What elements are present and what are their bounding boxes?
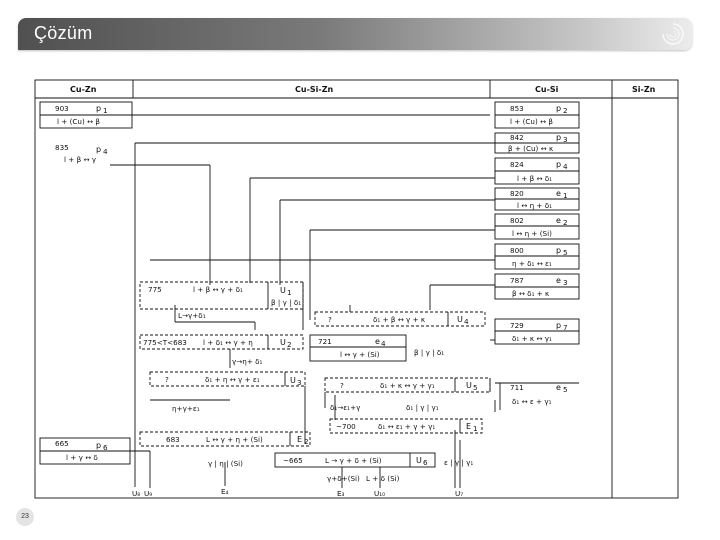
cusi-p2-sub: 2 bbox=[563, 106, 568, 115]
cuzn-p4-temp: 835 bbox=[55, 143, 69, 152]
bottom-e3: E₃ bbox=[337, 489, 345, 498]
cusi-p4-label: p bbox=[556, 160, 562, 169]
eta-eps-label: η+γ+ε₁ bbox=[172, 404, 200, 413]
header-cu-si-zn: Cu-Si-Zn bbox=[295, 85, 334, 94]
cusi-p4-temp: 824 bbox=[510, 160, 524, 169]
u3-sub: 3 bbox=[297, 378, 302, 387]
cusi-p7-sub: 7 bbox=[563, 323, 568, 332]
cusi-p2-label: p bbox=[556, 104, 562, 113]
e1-sub: 1 bbox=[473, 424, 478, 433]
header-si-zn: Si-Zn bbox=[632, 85, 656, 94]
l-gd-label: L→γ+δ₁ bbox=[178, 311, 206, 320]
u5-code: U bbox=[466, 381, 472, 390]
cusi-p3-sub: 3 bbox=[563, 135, 568, 144]
u6-sub: 6 bbox=[423, 458, 428, 467]
cusi-e1-reaction: l ↔ η + δ₁ bbox=[517, 201, 553, 210]
cusi-p5-reaction: η + δ₁ ↔ ε₁ bbox=[512, 259, 552, 268]
cusi-p5-label: p bbox=[556, 246, 562, 255]
u3-reaction: δ₁ + η ↔ γ + ε₁ bbox=[205, 375, 260, 384]
d-eps-label: δ₁→ε₁+γ bbox=[330, 403, 361, 412]
cusi-p2-temp: 853 bbox=[510, 104, 524, 113]
u5-reaction: δ₁ + κ ↔ γ + γ₁ bbox=[380, 381, 435, 390]
cusi-p7-temp: 729 bbox=[510, 321, 524, 330]
cusi-e3-label: e bbox=[556, 276, 561, 285]
e4-label: e bbox=[375, 337, 380, 346]
e2-reaction: L ↔ γ + η + (Si) bbox=[206, 435, 263, 444]
gamma-eta-label: γ→η+ δ₁ bbox=[232, 357, 263, 366]
cuzn-p4-label: p bbox=[96, 145, 102, 154]
cuzn-p1-temp: 903 bbox=[55, 104, 69, 113]
cusi-e2-label: e bbox=[556, 216, 561, 225]
u5-temp: ? bbox=[340, 381, 344, 390]
cusi-e5-sub: 5 bbox=[563, 385, 568, 394]
e2-code: E bbox=[297, 435, 303, 444]
page-number: 23 bbox=[16, 508, 34, 526]
u1-sub: 1 bbox=[287, 288, 292, 297]
cuzn-p6-reaction: l + γ ↔ δ bbox=[66, 453, 98, 462]
u2-temp: 775<T<683 bbox=[143, 338, 187, 347]
l-d-si-label: L + δ (Si) bbox=[366, 474, 400, 483]
cusi-p4-reaction: l + β ↔ δ₁ bbox=[517, 174, 553, 183]
u1-reaction: l + β ↔ γ + δ₁ bbox=[193, 285, 243, 294]
cuzn-p1-reaction: l + (Cu) ↔ β bbox=[57, 117, 100, 126]
e1-temp: ~700 bbox=[336, 422, 356, 431]
cuzn-p4-reaction: l + β ↔ γ bbox=[64, 155, 97, 164]
cusi-e2-sub: 2 bbox=[563, 218, 568, 227]
cuzn-p6-sub: 6 bbox=[103, 443, 108, 452]
u4-code: U bbox=[457, 315, 463, 324]
bottom-u7: U₇ bbox=[455, 489, 464, 498]
u1-code: U bbox=[280, 286, 286, 295]
bottom-u9: U₉ bbox=[144, 489, 153, 498]
e2-temp: 683 bbox=[166, 435, 180, 444]
u3-code: U bbox=[290, 376, 296, 385]
cuzn-p6-temp: 665 bbox=[55, 439, 69, 448]
e4-sub: 4 bbox=[381, 339, 386, 348]
e1-code: E bbox=[466, 422, 472, 431]
u6-temp: ~665 bbox=[283, 456, 303, 465]
cusi-e2-temp: 802 bbox=[510, 216, 524, 225]
e1-reaction: δ₁ ↔ ε₁ + γ + γ₁ bbox=[378, 422, 436, 431]
cusi-p7-reaction: δ₁ + κ ↔ γ₁ bbox=[512, 334, 552, 343]
cuzn-p1-label: p bbox=[96, 104, 102, 113]
cusi-e1-label: e bbox=[556, 189, 561, 198]
e4-phases: β | γ | δ₁ bbox=[414, 348, 445, 357]
u1-temp: 775 bbox=[148, 285, 162, 294]
u3-temp: ? bbox=[165, 375, 169, 384]
cusi-e1-sub: 1 bbox=[563, 191, 568, 200]
e4-reaction: l ↔ γ + (Si) bbox=[340, 350, 380, 359]
cusi-p3-reaction: β + (Cu) ↔ κ bbox=[508, 144, 554, 153]
u2-code: U bbox=[280, 338, 286, 347]
u1-phases: β | γ | δ₁ bbox=[271, 298, 302, 307]
u4-sub: 4 bbox=[464, 317, 469, 326]
u6-reaction: L → γ + δ + (Si) bbox=[325, 456, 382, 465]
cusi-e3-temp: 787 bbox=[510, 276, 524, 285]
u4-temp: ? bbox=[328, 315, 332, 324]
u2-sub: 2 bbox=[287, 340, 292, 349]
u5-sub: 5 bbox=[473, 383, 478, 392]
e2-sub: 2 bbox=[304, 437, 309, 446]
cusi-e5-reaction: δ₁ ↔ ε + γ₁ bbox=[512, 397, 552, 406]
cuzn-p1-sub: 1 bbox=[103, 106, 108, 115]
cusi-e5-label: e bbox=[556, 383, 561, 392]
cusi-p5-temp: 800 bbox=[510, 246, 524, 255]
cusi-e2-reaction: l ↔ η + (Si) bbox=[512, 229, 552, 238]
bottom-e4: E₄ bbox=[221, 487, 229, 496]
u2-reaction: l + δ₁ ↔ γ + η bbox=[203, 338, 253, 347]
cusi-p3-label: p bbox=[556, 133, 562, 142]
gh-si-label: γ | η | (Si) bbox=[208, 459, 243, 468]
cusi-p3-temp: 842 bbox=[510, 133, 524, 142]
d-phases: δ₁ | γ | γ₁ bbox=[406, 403, 439, 412]
e4-temp: 721 bbox=[318, 337, 332, 346]
cuzn-p4-sub: 4 bbox=[103, 147, 108, 156]
u6-code: U bbox=[416, 456, 422, 465]
cusi-e5-temp: 711 bbox=[510, 383, 524, 392]
cusi-p2-reaction: l + (Cu) ↔ β bbox=[510, 117, 553, 126]
cusi-p4-sub: 4 bbox=[563, 162, 568, 171]
gd-si-label: γ+δ+(Si) bbox=[327, 474, 360, 483]
bottom-u8: U₈ bbox=[132, 489, 141, 498]
header-cu-si: Cu-Si bbox=[535, 85, 559, 94]
slide-title: Çözüm bbox=[34, 23, 93, 43]
u4-reaction: δ₁ + β ↔ γ + κ bbox=[373, 315, 426, 324]
eps-phases: ε | γ | γ₁ bbox=[444, 458, 474, 467]
bottom-u10: U₁₀ bbox=[374, 489, 386, 498]
header-cu-zn: Cu-Zn bbox=[70, 85, 97, 94]
cusi-e3-sub: 3 bbox=[563, 278, 568, 287]
cusi-e3-reaction: β ↔ δ₁ + κ bbox=[512, 289, 550, 298]
cuzn-p6-label: p bbox=[96, 441, 102, 450]
cusi-p7-label: p bbox=[556, 321, 562, 330]
cusi-p5-sub: 5 bbox=[563, 248, 568, 257]
cusi-e1-temp: 820 bbox=[510, 189, 524, 198]
